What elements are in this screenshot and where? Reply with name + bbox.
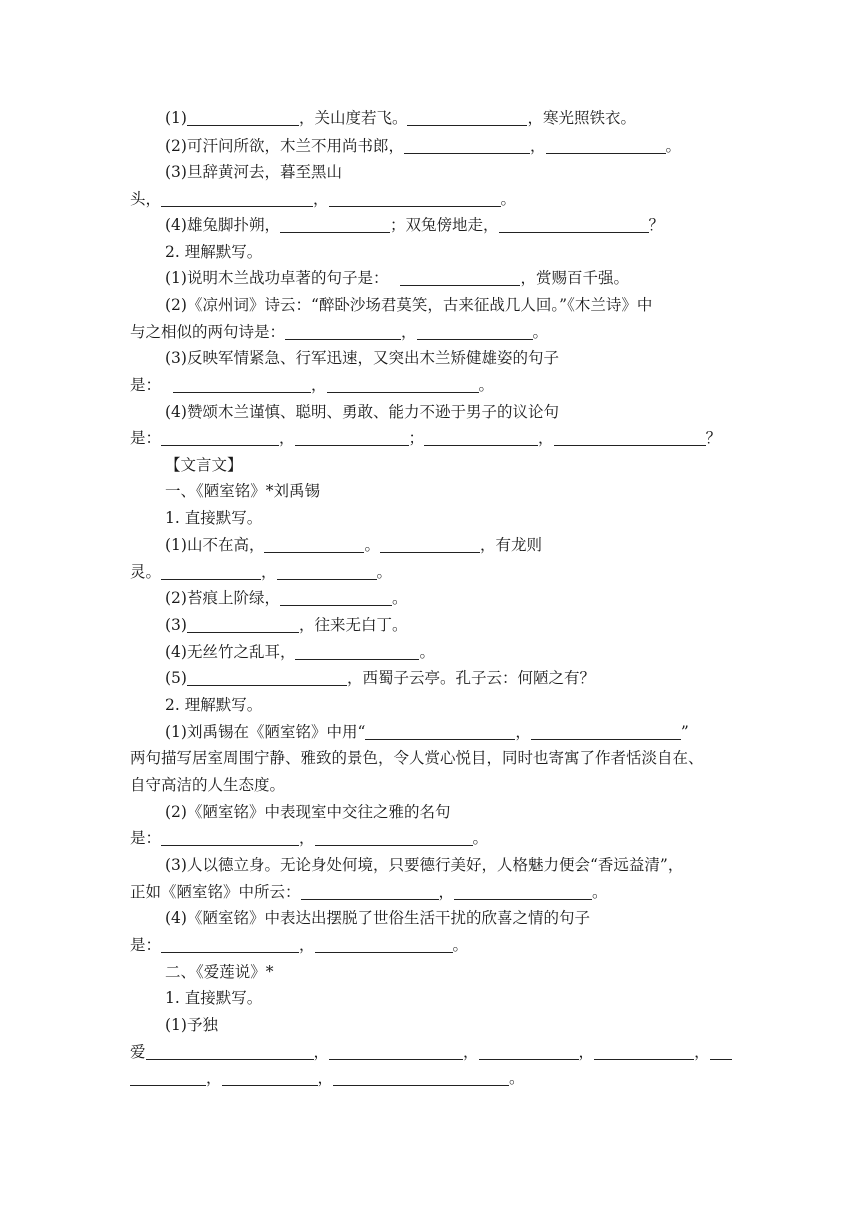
question-text: 灵。 (130, 563, 162, 581)
question-text: ， (311, 376, 327, 394)
answer-blank[interactable] (454, 884, 592, 900)
question-text: 。 (592, 883, 608, 901)
answer-blank[interactable] (280, 590, 392, 606)
answer-blank[interactable] (554, 430, 706, 446)
question-text: ， (313, 190, 329, 208)
answer-blank[interactable] (380, 537, 480, 553)
question-text: 《凉州词》诗云：“醉卧沙场君莫笑，古来征战几人回。”《木兰诗》中 (186, 296, 653, 314)
question-text: 山不在高， (186, 536, 265, 554)
question-text: 。 (478, 376, 495, 394)
question-line (130, 375, 494, 395)
answer-blank[interactable] (280, 217, 390, 233)
answer-blank[interactable] (499, 217, 649, 233)
question-text: ？ (705, 429, 722, 447)
section-title: 【文言文】 (165, 456, 243, 474)
question-text: 赞颂木兰谨慎、聪明、勇敢、能力不逊于男子的议论句 (186, 403, 559, 421)
question-line (130, 882, 608, 902)
question-text: 刘禹锡在《陋室铭》中用“ (186, 723, 366, 741)
answer-blank[interactable] (295, 430, 409, 446)
question-line (165, 136, 681, 156)
answer-blank[interactable] (710, 1044, 732, 1060)
item-number: (3) (165, 616, 187, 634)
question-line (130, 935, 468, 955)
question-line (165, 668, 595, 688)
answer-blank[interactable] (531, 724, 681, 740)
item-number: (3) (165, 856, 187, 874)
answer-blank[interactable] (173, 377, 311, 393)
answer-blank[interactable] (187, 670, 347, 686)
question-text: ， (279, 429, 295, 447)
question-text: 反映军情紧急、行军迅速，又突出木兰矫健雄姿的句子 (186, 349, 559, 367)
question-text: 予独 (186, 1016, 218, 1034)
question-text: 无丝竹之乱耳， (186, 643, 296, 661)
answer-blank[interactable] (407, 110, 527, 126)
question-line (165, 855, 683, 875)
question-line (130, 828, 488, 848)
answer-blank[interactable] (301, 884, 439, 900)
answer-blank[interactable] (161, 564, 261, 580)
answer-blank[interactable] (146, 1044, 314, 1060)
item-number: (4) (165, 403, 187, 421)
answer-blank[interactable] (546, 138, 666, 154)
item-number: (3) (165, 163, 187, 181)
answer-blank[interactable] (277, 564, 377, 580)
answer-blank[interactable] (329, 1044, 463, 1060)
question-text: ，赏赐百千强。 (520, 269, 629, 287)
question-text: 是： (130, 829, 162, 847)
lesson-title: 二、《爱莲说》* (165, 963, 274, 981)
question-line (130, 1042, 732, 1062)
item-number: (5) (165, 669, 187, 687)
question-line (165, 802, 450, 822)
question-text: 。 (665, 137, 682, 155)
question-text: 。 (500, 190, 517, 208)
question-text: ， (529, 137, 546, 155)
question-text: 。 (376, 563, 393, 581)
answer-blank[interactable] (479, 1044, 579, 1060)
question-text: ？ (648, 216, 665, 234)
subsection-heading: 2. 理解默写。 (165, 696, 263, 714)
question-text: ， (438, 883, 455, 901)
answer-blank[interactable] (329, 191, 501, 207)
answer-blank[interactable] (315, 937, 453, 953)
answer-blank[interactable] (315, 830, 473, 846)
question-text: 。 (532, 323, 549, 341)
question-text: ， (694, 1043, 710, 1061)
item-number: (4) (165, 216, 187, 234)
question-text: 头， (130, 190, 162, 208)
question-text: 。 (472, 829, 489, 847)
question-line (165, 642, 435, 662)
item-number: (1) (165, 536, 187, 554)
item-number: (1) (165, 109, 187, 127)
question-text: ，关山度若飞。 (298, 109, 408, 127)
question-line (165, 348, 559, 368)
question-line (165, 268, 629, 288)
question-text: ， (515, 723, 531, 741)
item-number: (2) (165, 803, 187, 821)
question-text: ， (313, 1043, 330, 1061)
question-text: ；双兔傍地走， (389, 216, 499, 234)
question-line (130, 189, 516, 209)
question-text: ” (680, 723, 689, 741)
question-line (165, 108, 636, 128)
question-text: 正如《陋室铭》中所云： (130, 883, 301, 901)
question-text: 是： (130, 936, 162, 954)
answer-blank[interactable] (264, 537, 364, 553)
question-text: ， (317, 1069, 334, 1087)
item-number: (3) (165, 349, 187, 367)
question-text: ， (538, 429, 554, 447)
lesson-title: 一、《陋室铭》*刘禹锡 (165, 482, 321, 500)
question-text: 与之相似的两句诗是： (130, 323, 286, 341)
answer-blank[interactable] (424, 430, 538, 446)
question-text: ，西蜀子云亭。孔子云：何陋之有？ (346, 669, 595, 687)
subsection-heading: 1. 直接默写。 (165, 989, 263, 1007)
answer-blank[interactable] (285, 324, 401, 340)
answer-blank[interactable] (400, 270, 520, 286)
answer-blank[interactable] (130, 1070, 206, 1086)
question-text: ， (299, 936, 315, 954)
subsection-heading: 2. 理解默写。 (165, 243, 263, 261)
answer-blank[interactable] (365, 724, 515, 740)
question-line (165, 535, 542, 555)
question-text: 《陋室铭》中表现室中交往之雅的名句 (186, 803, 451, 821)
answer-blank[interactable] (333, 1070, 509, 1086)
answer-blank[interactable] (594, 1044, 694, 1060)
question-text: 。 (509, 1069, 525, 1087)
question-text: ，寒光照铁衣。 (527, 109, 636, 127)
question-text: 苔痕上阶绿， (186, 589, 280, 607)
question-text: ， (401, 323, 417, 341)
question-text: 。 (364, 536, 380, 554)
answer-blank[interactable] (161, 430, 279, 446)
question-text: ，往来无白丁。 (298, 616, 408, 634)
question-line (165, 402, 559, 422)
item-number: (4) (165, 643, 187, 661)
answer-blank[interactable] (161, 830, 299, 846)
item-number: (4) (165, 909, 187, 927)
answer-blank[interactable] (295, 644, 419, 660)
question-line (165, 615, 407, 635)
question-text: 《陋室铭》中表达出摆脱了世俗生活干扰的欣喜之情的句子 (186, 909, 590, 927)
question-line (165, 1015, 218, 1035)
answer-blank[interactable] (222, 1070, 318, 1086)
answer-blank[interactable] (404, 138, 530, 154)
question-line (130, 1068, 525, 1088)
item-number: (1) (165, 1016, 187, 1034)
question-line (165, 908, 590, 928)
answer-blank[interactable] (187, 617, 299, 633)
question-text: ， (299, 829, 315, 847)
question-text: ， (578, 1043, 595, 1061)
question-line (165, 162, 342, 182)
item-number: (1) (165, 269, 187, 287)
question-text: ，有龙则 (480, 536, 543, 554)
question-line (165, 722, 689, 742)
item-number: (2) (165, 296, 187, 314)
question-text: 可汗问所欲，木兰不用尚书郎， (186, 137, 404, 155)
answer-blank[interactable] (161, 191, 313, 207)
question-line (130, 322, 548, 342)
question-text: 是： (130, 429, 162, 447)
answer-blank[interactable] (417, 324, 533, 340)
question-line (165, 295, 652, 315)
question-text: 说明木兰战功卓著的句子是： (186, 269, 389, 287)
item-number: (2) (165, 589, 187, 607)
item-number: (2) (165, 137, 187, 155)
subsection-heading: 1. 直接默写。 (165, 509, 263, 527)
question-line: 两句描写居室周围宁静、雅致的景色，令人赏心悦目，同时也寄寓了作者恬淡自在、 (130, 749, 704, 767)
question-text: ； (408, 429, 425, 447)
question-text: 雄兔脚扑朔， (186, 216, 280, 234)
question-text: 。 (419, 643, 435, 661)
question-text: 是： (130, 376, 162, 394)
answer-blank[interactable] (327, 377, 479, 393)
answer-blank[interactable] (161, 937, 299, 953)
question-line: 自守高洁的人生态度。 (130, 776, 286, 794)
question-text: ， (463, 1043, 479, 1061)
question-line (165, 215, 664, 235)
question-text: 爱 (130, 1043, 146, 1061)
question-line (130, 428, 721, 448)
question-line (165, 588, 408, 608)
question-line (130, 562, 392, 582)
question-text: ， (261, 563, 277, 581)
answer-blank[interactable] (187, 110, 299, 126)
question-text: 。 (391, 589, 408, 607)
question-text: 。 (452, 936, 469, 954)
question-text: 人以德立身。无论身处何境，只要德行美好，人格魅力便会“香远益清”， (186, 856, 684, 874)
question-text: 旦辞黄河去，暮至黑山 (186, 163, 342, 181)
question-text: ， (206, 1069, 222, 1087)
item-number: (1) (165, 723, 187, 741)
